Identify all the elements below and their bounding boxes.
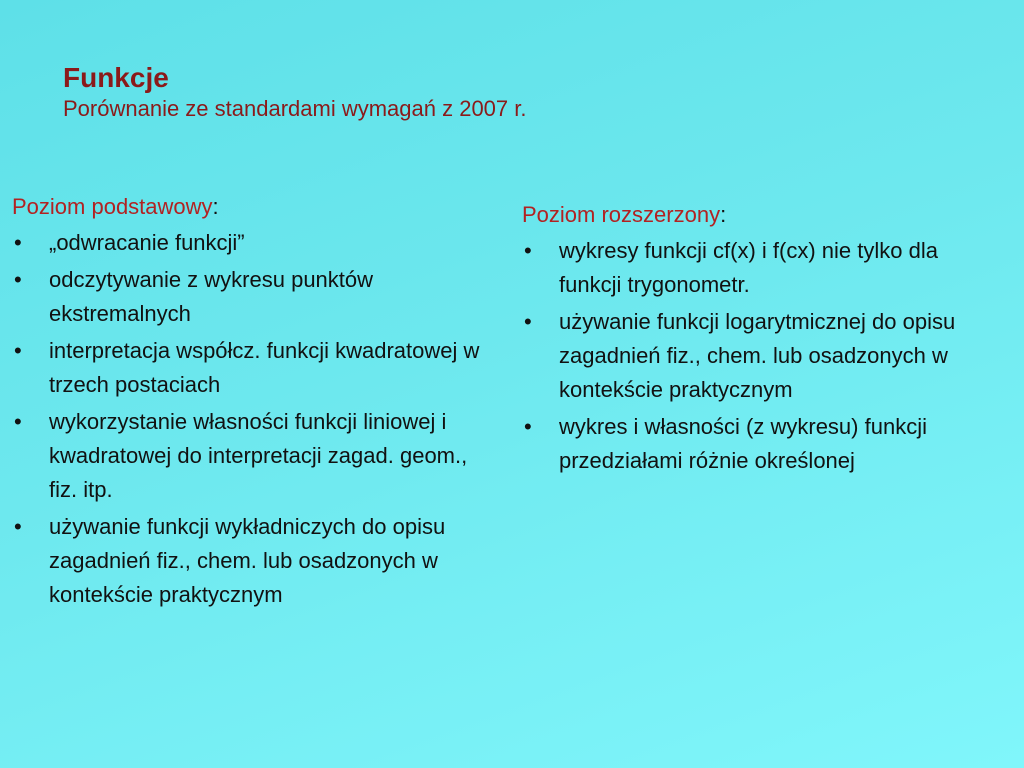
list-item-text: odczytywanie z wykresu punktów ekstremalnych [49,267,374,326]
list-item-text: wykorzystanie własności funkcji liniowej i kwadratowej do interpretacji zagad. geom., fiz. itp. [49,409,468,502]
list-item-text: wykresy funkcji cf(x) i f(cx) nie tylko dla funkcji trygonometr. [559,238,938,297]
basic-level-heading [12,190,492,224]
extended-level-heading [522,198,982,232]
bullet: • [14,267,22,292]
list-item [12,226,492,260]
list-item-text: „odwracanie funkcji” [49,230,245,255]
bullet: • [524,309,532,334]
list-item [12,510,492,612]
list-item [522,410,982,478]
basic-level-list [12,226,492,612]
bullet: • [524,238,532,263]
list-item [522,234,982,302]
list-item-text: interpretacja współcz. funkcji kwadratowej w trzech postaciach [49,338,480,397]
list-item [522,305,982,407]
bullet: • [14,338,22,363]
title-block [63,62,526,124]
list-item [12,405,492,507]
extended-level-heading-colon: : [720,202,727,227]
extended-level-heading-label: Poziom rozszerzony [522,202,721,227]
basic-level-column [12,190,492,615]
slide-title: Funkcje [63,62,169,93]
list-item [12,263,492,331]
list-item-text: używanie funkcji logarytmicznej do opisu zagadnień fiz., chem. lub osadzonych w kontekście praktycznym [559,309,956,402]
basic-level-heading-label: Poziom podstawowy [12,194,213,219]
list-item [12,334,492,402]
bullet: • [14,514,22,539]
slide-subtitle: Porównanie ze standardami wymagań z 2007 r. [63,96,527,121]
bullet: • [524,414,532,439]
bullet: • [14,409,22,434]
list-item-text: wykres i własności (z wykresu) funkcji przedziałami różnie określonej [559,414,927,473]
bullet: • [14,230,22,255]
extended-level-column [522,198,982,481]
list-item-text: używanie funkcji wykładniczych do opisu zagadnień fiz., chem. lub osadzonych w kontekście praktycznym [49,514,446,607]
basic-level-heading-colon: : [212,194,219,219]
extended-level-list [522,234,982,478]
